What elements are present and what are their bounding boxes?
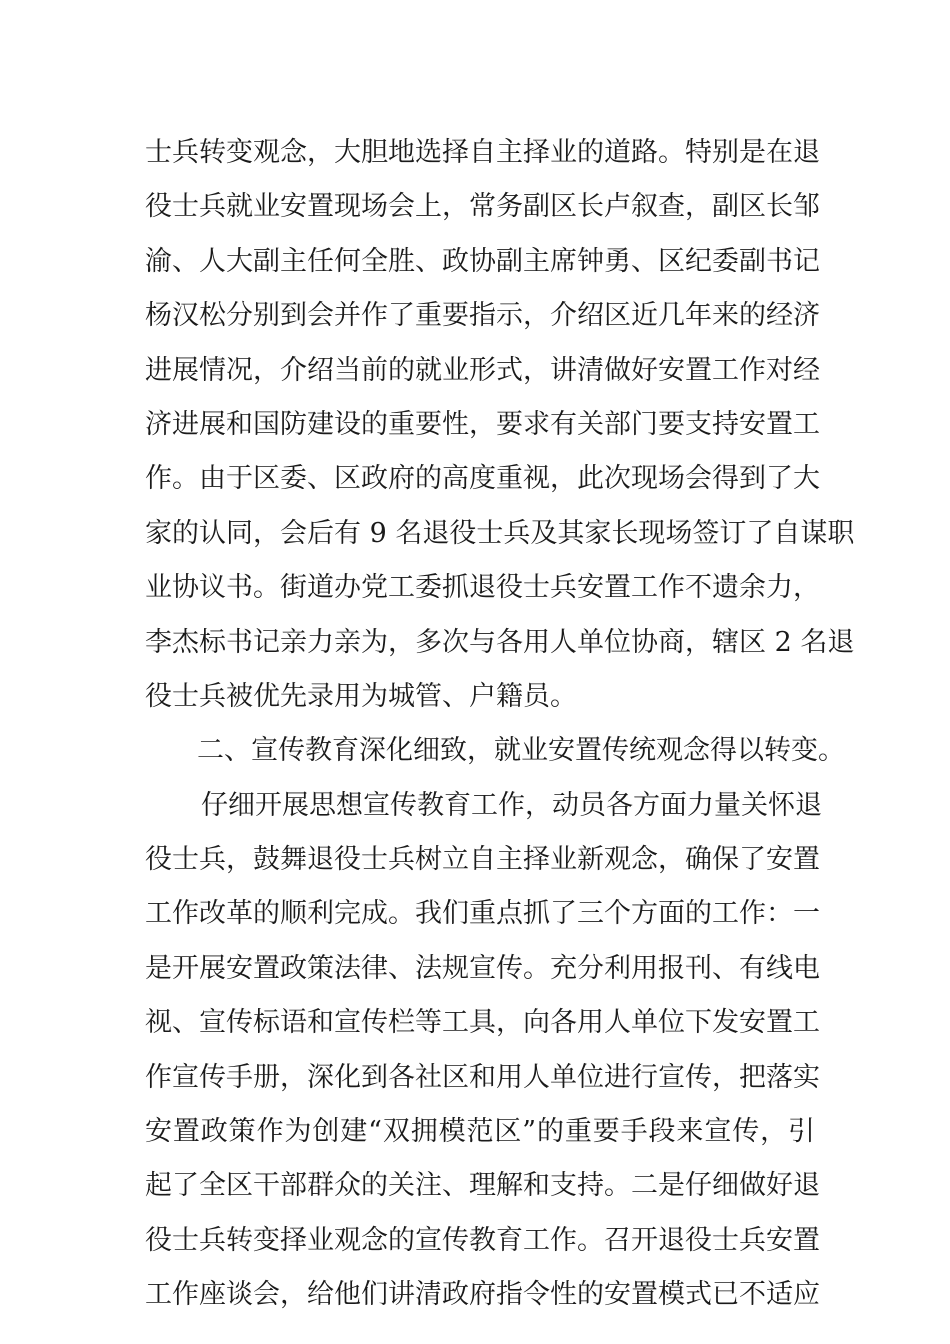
text-line: 工作座谈会，给他们讲清政府指令性的安置模式已不适应 [145,1279,820,1311]
text-line: 起了全区干部群众的关注、理解和支持。二是仔细做好退 [145,1170,820,1202]
text-line: 渝、人大副主任何全胜、政协副主席钟勇、区纪委副书记 [145,245,820,277]
text-line: 业协议书。街道办党工委抓退役士兵安置工作不遗余力， [145,572,820,604]
text-line: 家的认同，会后有 9 名退役士兵及其家长现场签订了自谋职 [145,517,855,549]
text-line: 济进展和国防建设的重要性，要求有关部门要支持安置工 [145,408,820,440]
text-line: 役士兵，鼓舞退役士兵树立自主择业新观念，确保了安置 [145,844,820,876]
text-line: 役士兵就业安置现场会上，常务副区长卢叙查，副区长邹 [145,191,820,223]
text-line: 安置政策作为创建“双拥模范区”的重要手段来宣传，引 [145,1116,815,1148]
text-line: 李杰标书记亲力亲为，多次与各用人单位协商，辖区 2 名退 [145,626,855,658]
text-line: 二、宣传教育深化细致，就业安置传统观念得以转变。 [197,735,845,767]
body-text [145,126,855,1323]
text-line: 役士兵转变择业观念的宣传教育工作。召开退役士兵安置 [145,1224,820,1256]
text-line: 作。由于区委、区政府的高度重视，此次现场会得到了大 [145,463,820,495]
text-line: 进展情况，介绍当前的就业形式，讲清做好安置工作对经 [145,354,820,386]
text-line: 仔细开展思想宣传教育工作，动员各方面力量关怀退 [201,789,822,821]
text-line: 是开展安置政策法律、法规宣传。充分利用报刊、有线电 [145,952,820,984]
text-line: 士兵转变观念，大胆地选择自主择业的道路。特别是在退 [145,137,820,168]
text-line: 杨汉松分别到会并作了重要指示，介绍区近几年来的经济 [145,300,820,332]
text-line: 视、宣传标语和宣传栏等工具，向各用人单位下发安置工 [145,1007,820,1039]
text-line: 役士兵被优先录用为城管、户籍员。 [145,680,577,712]
text-line: 工作改革的顺利完成。我们重点抓了三个方面的工作：一 [145,898,820,930]
text-line: 作宣传手册，深化到各社区和用人单位进行宣传，把落实 [145,1061,820,1093]
